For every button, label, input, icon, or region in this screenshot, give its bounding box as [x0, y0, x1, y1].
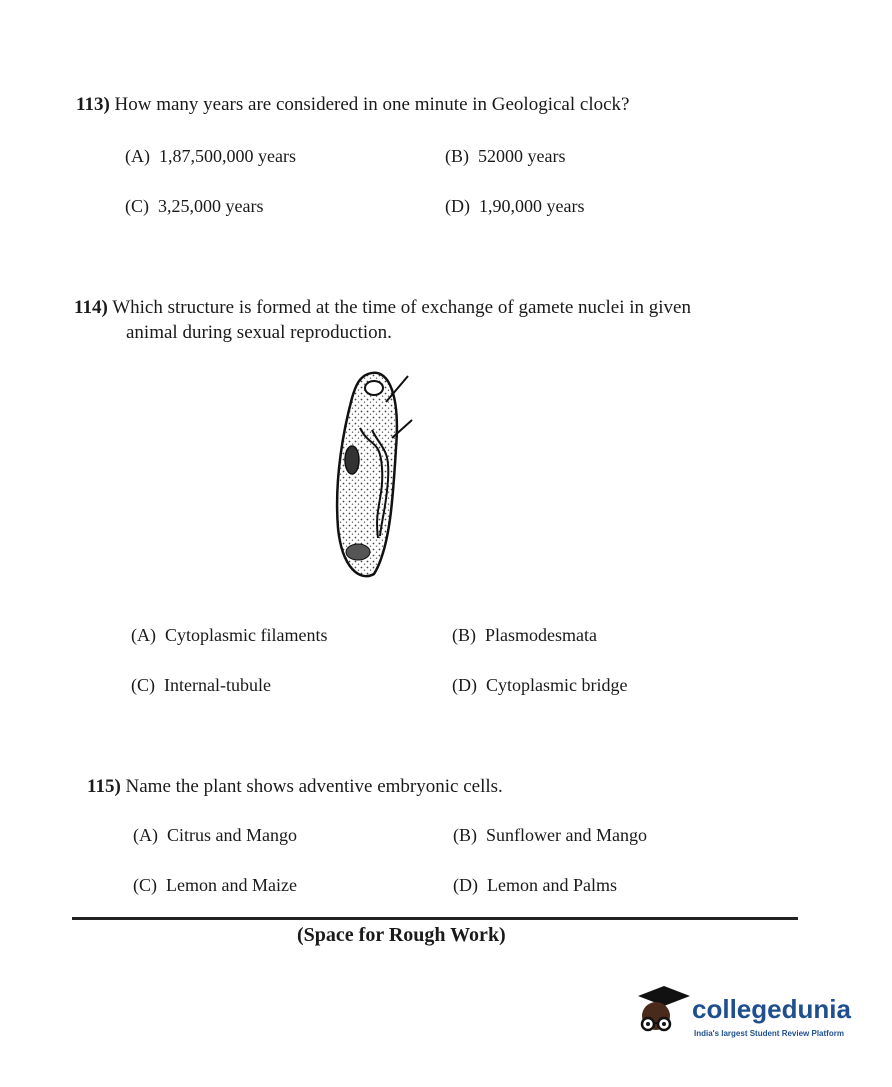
question-114-line2: animal during sexual reproduction.: [126, 322, 392, 343]
q115-option-b: (B) Sunflower and Mango: [453, 825, 647, 845]
question-text: How many years are considered in one minute in Geological clock?: [114, 94, 630, 115]
question-number: 113): [76, 94, 110, 115]
q113-option-d: (D) 1,90,000 years: [445, 196, 585, 216]
q113-option-c: (C) 3,25,000 years: [125, 196, 264, 216]
q113-option-a: (A) 1,87,500,000 years: [125, 146, 296, 166]
question-number: 114): [74, 297, 108, 318]
q115-option-d: (D) Lemon and Palms: [453, 875, 617, 895]
q114-option-c: (C) Internal-tubule: [131, 675, 271, 695]
q115-option-a: (A) Citrus and Mango: [133, 825, 297, 845]
brand-tagline: India's largest Student Review Platform: [694, 1029, 844, 1038]
question-text: Name the plant shows adventive embryonic cells.: [125, 776, 503, 797]
q114-option-a: (A) Cytoplasmic filaments: [131, 625, 328, 645]
rough-work-label: (Space for Rough Work): [297, 924, 506, 946]
question-text: Which structure is formed at the time of exchange of gamete nuclei in given: [112, 297, 691, 318]
brand-name: collegedunia: [692, 994, 851, 1024]
question-number: 115): [87, 776, 121, 797]
question-113: [76, 94, 629, 116]
divider: [72, 917, 798, 920]
question-115: [87, 776, 503, 798]
paramecium-diagram: [330, 368, 420, 584]
q114-option-b: (B) Plasmodesmata: [452, 625, 597, 645]
question-114: [74, 297, 691, 319]
q114-option-d: (D) Cytoplasmic bridge: [452, 675, 628, 695]
q113-option-b: (B) 52000 years: [445, 146, 566, 166]
mascot-logo-icon: [634, 984, 692, 1046]
q115-option-c: (C) Lemon and Maize: [133, 875, 297, 895]
